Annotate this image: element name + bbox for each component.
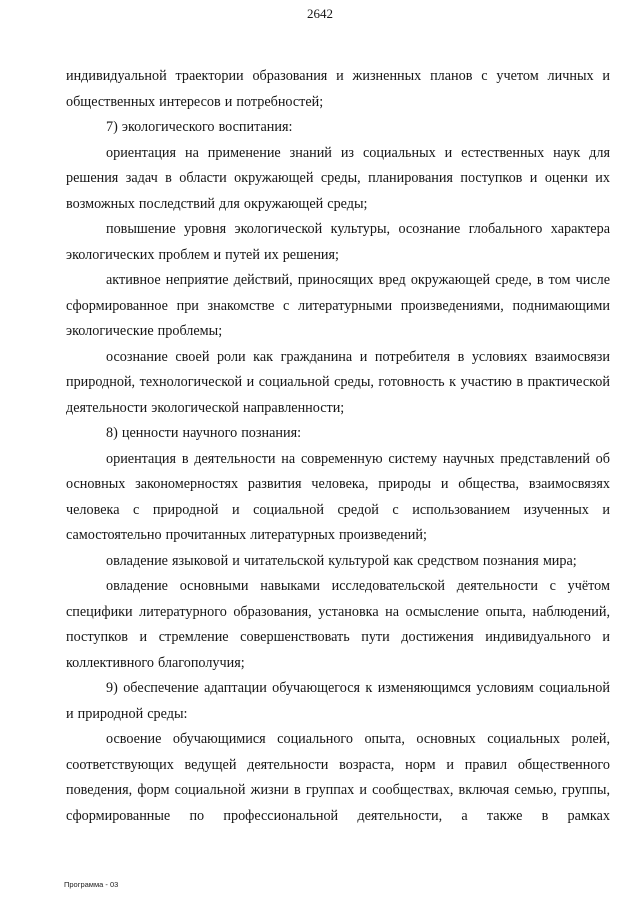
page-number: 2642 [307,6,333,21]
document-body [66,64,610,829]
heading-adaptation: 9) обеспечение адаптации обучающегося к изменяющимся условиям социальной и природной среды: [66,680,610,722]
paragraph-science-orientation: ориентация в деятельности на современную систему научных представлений об основных закономерностях развития человека, природы и общества, взаимосвязях человека с природной и социальной средой с использованием изученных и самостоятельно прочитанных литературных произведений; [66,450,610,543]
paragraph-research-skills: овладение основными навыками исследовательской деятельности с учётом специфики литературного образования, установка на осмысление опыта, наблюдений, поступков и стремление совершенствовать пути достижения индивидуального и коллективного благополучия; [66,578,610,671]
paragraph-ecology-culture: повышение уровня экологической культуры, осознание глобального характера экологических проблем и путей их решения; [66,221,610,263]
heading-scientific-knowledge: 8) ценности научного познания: [106,425,302,441]
paragraph-ecology-rejection: активное неприятие действий, приносящих вред окружающей среде, в том числе сформированное при знакомстве с литературными произведениями, поднимающими экологические проблемы; [66,272,610,339]
heading-ecological-education: 7) экологического воспитания: [106,119,293,135]
paragraph-social-experience: освоение обучающимися социального опыта, основных социальных ролей, соответствующих ведущей деятельности возраста, норм и правил общественного поведения, форм социальной жизни в группах и сообществах, включая семью, группы, сформированные по профессиональной деятельности, а также в рамках [66,731,610,824]
paragraph-ecology-knowledge: ориентация на применение знаний из социальных и естественных наук для решения задач в области окружающей среды, планирования поступков и оценки их возможных последствий для окружающей среды; [66,144,610,212]
paragraph-ecology-citizen: осознание своей роли как гражданина и потребителя в условиях взаимосвязи природной, технологической и социальной среды, готовность к участию в практической деятельности экологической направленности; [66,348,610,416]
footer-program-label: Программа - 03 [64,880,119,889]
paragraph-reading-culture: овладение языковой и читательской культурой как средством познания мира; [106,552,577,569]
paragraph-trajectory: индивидуальной траектории образования и жизненных планов с учетом личных и общественных интересов и потребностей; [66,68,610,110]
